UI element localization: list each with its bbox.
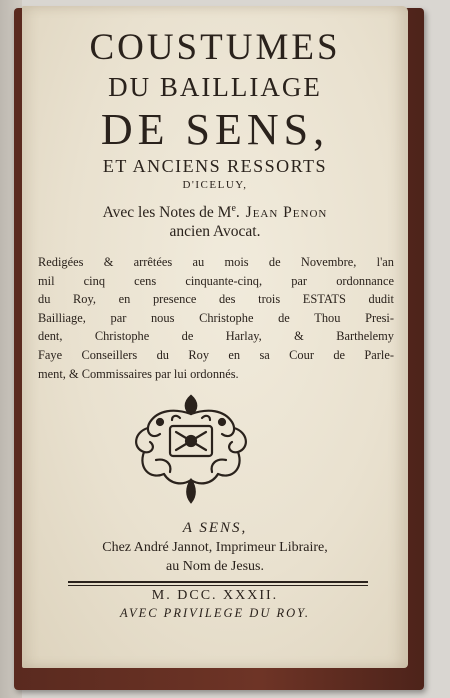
floral-vignette-icon: [126, 388, 256, 508]
notes-prefix: Avec les Notes de M: [102, 204, 232, 222]
body-line: Bailliage, par nous Christophe de Thou Presi-: [38, 310, 394, 325]
imprint-privilege: AVEC PRIVILEGE DU ROY.: [119, 606, 311, 620]
body-paragraph: [38, 253, 394, 383]
body-line: mil cinq cens cinquante-cinq, par ordonnance: [38, 273, 394, 288]
title-line-3: DE SENS,: [100, 105, 330, 154]
notes-role: ancien Avocat.: [169, 223, 261, 240]
subtitle-line-2: D'ICELUY,: [182, 179, 248, 191]
imprint-sign: au Nom de Jesus.: [166, 559, 264, 574]
title-page: [22, 6, 408, 668]
imprint-place: A SENS,: [182, 520, 248, 536]
double-rule-bottom: [68, 585, 368, 586]
imprint-date: M. DCC. XXXII.: [151, 588, 279, 603]
notes-line: [22, 203, 408, 222]
imprint-printer: Chez André Jannot, Imprimeur Libraire,: [102, 540, 328, 555]
notes-superscript: e: [231, 203, 236, 214]
subtitle-line-1: ET ANCIENS RESSORTS: [102, 156, 328, 176]
body-line: dent, Christophe de Harlay, & Barthelemy: [38, 329, 394, 344]
body-line: ment, & Commissaires par lui ordonnés.: [38, 366, 239, 381]
body-line: Faye Conseillers du Roy en sa Cour de Parle-: [38, 347, 394, 362]
title-line-2: DU BAILLIAGE: [108, 72, 322, 102]
notes-name: . Jean Penon: [235, 204, 328, 222]
title-line-1: COUSTUMES: [89, 27, 341, 68]
body-line: Redigées & arrêtées au mois de Novembre, l'an: [38, 255, 394, 269]
double-rule-top: [68, 581, 368, 583]
body-line: du Roy, en presence des trois ESTATS dudit: [38, 292, 394, 307]
